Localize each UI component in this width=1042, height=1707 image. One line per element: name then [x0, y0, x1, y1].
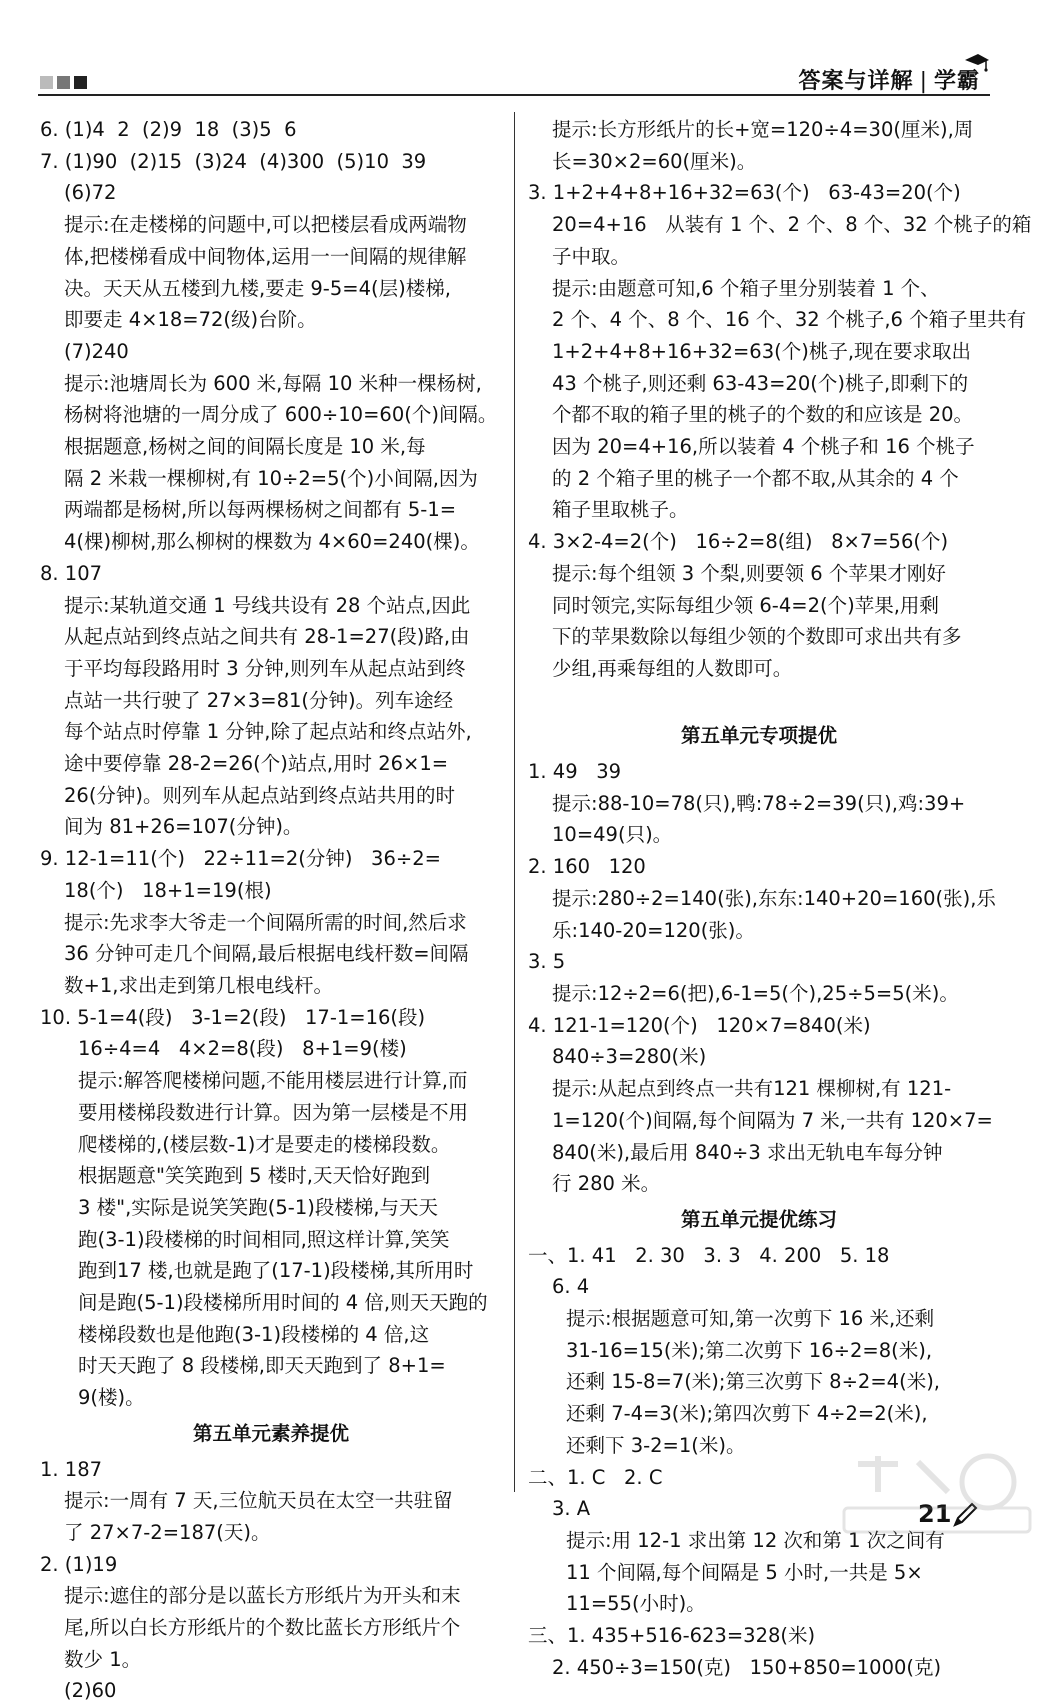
left-text-line: 2. (1)19 [40, 1552, 118, 1576]
left-text-line: (7)240 [64, 339, 129, 363]
left-text-line: 8. 107 [40, 561, 103, 585]
left-text-line: 间是跑(5-1)段楼梯所用时间的 4 倍,则天天跑的 [78, 1291, 488, 1315]
left-text-line: 跑到17 楼,也就是跑了(17-1)段楼梯,其所用时 [78, 1259, 474, 1283]
right-text-line: 乐:140-20=120(张)。 [552, 918, 755, 942]
header-brand [799, 64, 980, 95]
right-text-line: 行 280 米。 [552, 1172, 661, 1196]
left-text-line: 根据题意,杨树之间的间隔长度是 10 米,每 [64, 435, 426, 459]
right-text-line: 1=120(个)间隔,每个间隔为 7 米,一共有 120×7= [552, 1108, 993, 1132]
right-text-line: 3. 5 [528, 950, 566, 974]
right-text-line: 3. A [552, 1497, 591, 1521]
right-text-line: 提示:每个组领 3 个梨,则要领 6 个苹果才刚好 [552, 561, 946, 585]
right-text-line: 少组,再乘每组的人数即可。 [552, 656, 793, 680]
left-text-line: 9(楼)。 [78, 1386, 145, 1410]
right-text-line: 提示:12÷2=6(把),6-1=5(个),25÷5=5(米)。 [552, 981, 959, 1005]
right-text-line: 20=4+16 从装有 1 个、2 个、8 个、32 个桃子的箱 [552, 213, 1032, 237]
right-text-line: 4. 3×2-4=2(个) 16÷2=8(组) 8×7=56(个) [528, 530, 949, 554]
left-text-line: 提示:在走楼梯的问题中,可以把楼层看成两端物 [64, 213, 467, 237]
left-text-line: 3 楼",实际是说笑笑跑(5-1)段楼梯,与天天 [78, 1195, 439, 1219]
left-text-line: 提示:一周有 7 天,三位航天员在太空一共驻留 [64, 1489, 453, 1513]
left-text-line: 点站一共行驶了 27×3=81(分钟)。列车途经 [64, 688, 454, 712]
left-section-heading: 第五单元素养提优 [192, 1421, 349, 1445]
right-text-line: 1+2+4+8+16+32=63(个)桃子,现在要求取出 [552, 339, 972, 363]
right-text-line: 提示:88-10=78(只),鸭:78÷2=39(只),鸡:39+ [552, 791, 966, 815]
right-text-line: 3. 1+2+4+8+16+32=63(个) 63-43=20(个) [528, 181, 961, 205]
right-text-line: 提示:长方形纸片的长+宽=120÷4=30(厘米),周 [552, 118, 974, 141]
left-text-line: 36 分钟可走几个间隔,最后根据电线杆数=间隔 [64, 942, 469, 966]
left-text-line: 隔 2 米栽一棵柳树,有 10÷2=5(个)小间隔,因为 [64, 466, 478, 490]
header-brand-separator: | [919, 69, 928, 94]
header-brand-text: 答案与详解 [798, 69, 914, 94]
left-text-line: 时天天跑了 8 段楼梯,即天天跑到了 8+1= [78, 1354, 446, 1378]
right-text-line: 的 2 个箱子里的桃子一个都不取,从其余的 4 个 [552, 466, 959, 490]
right-text-line: 长=30×2=60(厘米)。 [552, 149, 757, 173]
left-text-line: 即要走 4×18=72(级)台阶。 [64, 308, 317, 332]
graduation-hat-icon [964, 50, 990, 76]
left-text-line: 了 27×7-2=187(天)。 [64, 1520, 271, 1544]
left-text-line: 9. 12-1=11(个) 22÷11=2(分钟) 36÷2= [40, 847, 441, 871]
right-text-line: 11 个间隔,每个间隔是 5 小时,一共是 5× [566, 1560, 923, 1584]
left-text-line: 数少 1。 [64, 1647, 142, 1671]
left-text-line: 26(分钟)。则列车从起点站到终点站共用的时 [64, 783, 456, 807]
column-divider [514, 112, 515, 1492]
left-text-line: 决。天天从五楼到九楼,要走 9-5=4(层)楼梯, [64, 276, 451, 300]
right-text-line: 还剩 15-8=7(米);第三次剪下 8÷2=4(米), [566, 1370, 940, 1394]
page-header [0, 0, 1042, 100]
header-rule [38, 94, 990, 96]
left-text-line: 数+1,求出走到第几根电线杆。 [64, 973, 333, 997]
right-text-line: 1. 49 39 [528, 760, 622, 784]
left-text-line: 16÷4=4 4×2=8(段) 8+1=9(楼) [78, 1037, 407, 1061]
right-text-line: 6. 4 [552, 1275, 590, 1299]
right-text-line: 4. 121-1=120(个) 120×7=840(米) [528, 1013, 871, 1037]
right-text-line: 个都不取的箱子里的桃子的个数的和应该是 20。 [552, 403, 974, 427]
right-column [528, 114, 1032, 1683]
right-text-line: 下的苹果数除以每组少领的个数即可求出共有多 [552, 625, 962, 649]
left-text-line: 根据题意"笑笑跑到 5 楼时,天天恰好跑到 [78, 1164, 430, 1188]
right-text-line: 2 个、4 个、8 个、16 个、32 个桃子,6 个箱子里共有 [552, 308, 1027, 332]
right-text-line: 箱子里取桃子。 [552, 498, 689, 522]
left-text-line: 6. (1)4 2 (2)9 18 (3)5 6 [40, 118, 297, 141]
left-text-line: 间为 81+26=107(分钟)。 [64, 815, 303, 839]
left-text-line: 跑(3-1)段楼梯的时间相同,照这样计算,笑笑 [78, 1227, 450, 1251]
left-text-line: 提示:某轨道交通 1 号线共设有 28 个站点,因此 [64, 593, 471, 617]
left-text-line: 杨树将池塘的一周分成了 600÷10=60(个)间隔。 [64, 403, 498, 427]
right-text-line: 提示:从起点到终点一共有121 棵柳树,有 121- [552, 1077, 952, 1101]
header-square-dark [74, 76, 87, 89]
right-text-line: 2. 450÷3=150(克) 150+850=1000(克) [552, 1655, 942, 1679]
right-text-line: 还剩 7-4=3(米);第四次剪下 4÷2=2(米), [566, 1402, 928, 1426]
left-text-line: 楼梯段数也是他跑(3-1)段楼梯的 4 倍,这 [78, 1322, 430, 1346]
right-text-line: 840÷3=280(米) [552, 1045, 707, 1069]
right-text-line: 10=49(只)。 [552, 823, 673, 847]
right-text-line: 提示:用 12-1 求出第 12 次和第 1 次之间有 [566, 1528, 945, 1552]
watermark-logo-icon [838, 1452, 1038, 1536]
left-text-line: 提示:遮住的部分是以蓝长方形纸片为开头和末 [64, 1584, 461, 1608]
left-text-line: 途中要停靠 28-2=26(个)站点,用时 26×1= [64, 752, 449, 776]
left-text-line: 18(个) 18+1=19(根) [64, 878, 272, 902]
right-text-line: 31-16=15(米);第二次剪下 16÷2=8(米), [566, 1338, 933, 1362]
right-text-line: 提示:280÷2=140(张),东东:140+20=160(张),乐 [552, 886, 996, 910]
header-square-mid [57, 76, 70, 89]
left-text-line: (6)72 [64, 181, 117, 205]
left-text-line: 爬楼梯的,(楼层数-1)才是要走的楼梯段数。 [78, 1132, 451, 1156]
right-text-line: 子中取。 [552, 244, 631, 268]
left-text-line: 从起点站到终点站之间共有 28-1=27(段)路,由 [64, 625, 470, 649]
right-text-line: 840(米),最后用 840÷3 求出无轨电车每分钟 [552, 1140, 943, 1164]
left-text-line: 要用楼梯段数进行计算。因为第一层楼是不用 [78, 1100, 469, 1124]
left-text-line: 于平均每段路用时 3 分钟,则列车从起点站到终 [64, 656, 466, 680]
left-text-line: 7. (1)90 (2)15 (3)24 (4)300 (5)10 39 [40, 149, 427, 173]
left-text-line: 每个站点时停靠 1 分钟,除了起点站和终点站外, [64, 720, 472, 744]
right-text-line: 提示:由题意可知,6 个箱子里分别装着 1 个、 [552, 276, 940, 300]
left-text-line: 1. 187 [40, 1457, 103, 1481]
right-text-line: 11=55(小时)。 [566, 1592, 706, 1616]
left-text-line: (2)60 [64, 1679, 117, 1703]
right-text-line: 同时领完,实际每组少领 6-4=2(个)苹果,用剩 [552, 593, 939, 617]
left-text-line: 10. 5-1=4(段) 3-1=2(段) 17-1=16(段) [40, 1005, 426, 1029]
header-square-light [40, 76, 53, 89]
right-section-heading: 第五单元提优练习 [680, 1207, 837, 1231]
left-column [40, 114, 502, 1707]
left-text-line: 两端都是杨树,所以每两棵杨树之间都有 5-1= [64, 498, 457, 522]
right-text-line: 二、1. C 2. C [528, 1465, 663, 1489]
page-number: 21 [918, 1500, 952, 1528]
left-text-line: 提示:池塘周长为 600 米,每隔 10 米种一棵杨树, [64, 371, 482, 395]
left-text-line: 4(棵)柳树,那么柳树的棵数为 4×60=240(棵)。 [64, 530, 480, 554]
right-section-heading: 第五单元专项提优 [680, 724, 837, 748]
left-text-line: 尾,所以白长方形纸片的个数比蓝长方形纸片个 [64, 1616, 461, 1640]
right-text-line: 2. 160 120 [528, 855, 646, 879]
left-text-line: 提示:解答爬楼梯问题,不能用楼层进行计算,而 [78, 1069, 468, 1093]
right-text-line: 还剩下 3-2=1(米)。 [566, 1433, 746, 1457]
right-text-line: 三、1. 435+516-623=328(米) [528, 1624, 816, 1648]
header-squares [40, 76, 87, 89]
left-text-line: 体,把楼梯看成中间物体,运用一一间隔的规律解 [64, 244, 467, 268]
right-text-line: 43 个桃子,则还剩 63-43=20(个)桃子,即剩下的 [552, 371, 969, 395]
right-text-line: 提示:根据题意可知,第一次剪下 16 米,还剩 [566, 1307, 935, 1331]
right-text-line [528, 685, 990, 717]
right-text-line: 一、1. 41 2. 30 3. 3 4. 200 5. 18 [528, 1243, 890, 1267]
right-text-line: 因为 20=4+16,所以装着 4 个桃子和 16 个桃子 [552, 435, 975, 459]
header-brand-logo-text: 学霸 [933, 69, 980, 94]
left-text-line: 提示:先求李大爷走一个间隔所需的时间,然后求 [64, 910, 467, 934]
